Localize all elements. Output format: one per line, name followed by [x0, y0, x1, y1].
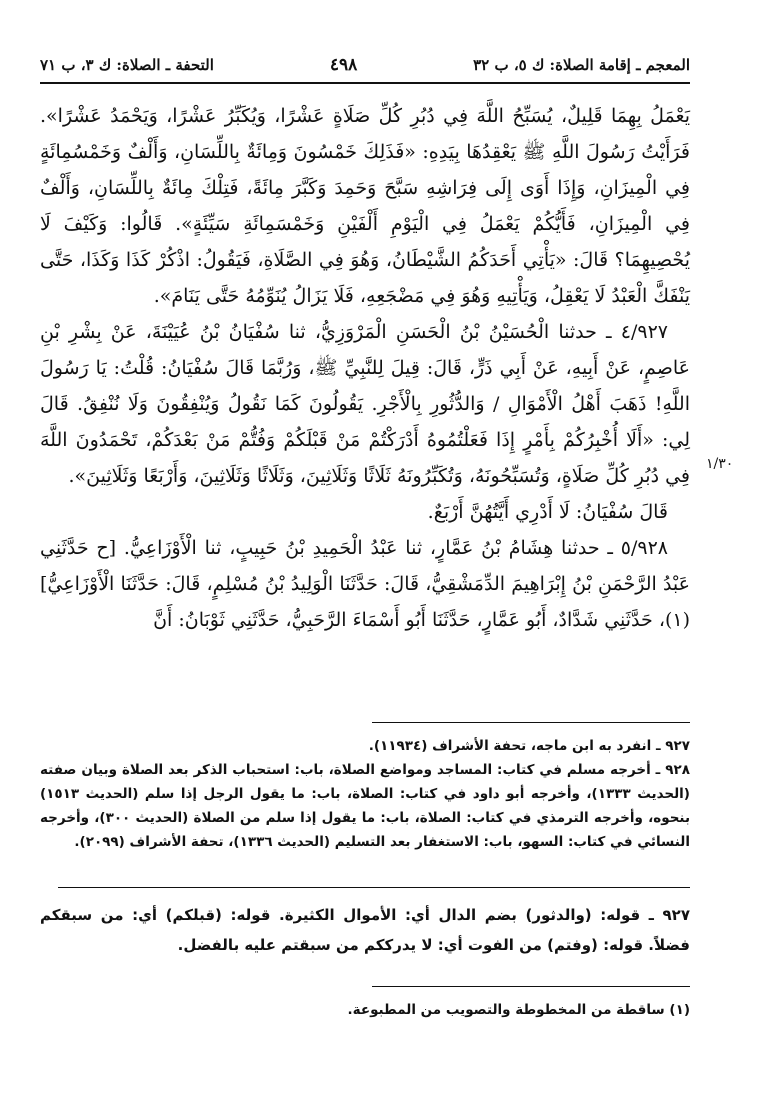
paragraph-hadith-928: ٥/٩٢٨ ـ حدثنا هِشَامُ بْنُ عَمَّارٍ، ثنا عَبْدُ الْحَمِيدِ بْنُ حَبِيبٍ، ثنا الْأَوْزَاعِيُّ. [ح حَدَّثَنِي عَبْدُ الرَّحْمَنِ بْنُ إِبْرَاهِيمَ الدِّمَشْقِيُّ، قَالَ: حَدَّثَنَا الْوَلِيدُ بْنُ مُسْلِمٍ، قَالَ: حَدَّثَنَا الْأَوْزَاعِيُّ](١)، حَدَّثَنِي شَدَّادٌ، أَبُو عَمَّارٍ، حَدَّثَنَا أَبُو أَسْمَاءَ الرَّحَبِيُّ، حَدَّثَنِي ثَوْبَانُ: أَنَّ	[40, 537, 690, 631]
footnote-separator	[372, 722, 690, 723]
header-rule	[40, 82, 690, 84]
header-left-reference: التحفة ـ الصلاة: ك ٣، ب ٧١	[40, 56, 214, 74]
paragraph-hadith-continuation: يَعْمَلُ بِهِمَا قَلِيلٌ، يُسَبِّحُ اللَّهَ فِي دُبُرِ كُلِّ صَلَاةٍ عَشْرًا، وَيُكَبِّرُ عَشْرًا، وَيَحْمَدُ عَشْرًا». فَرَأَيْتُ رَسُولَ اللَّهِ ﷺ يَعْقِدُهَا بِيَدِهِ: «فَذَلِكَ خَمْسُونَ وَمِائَةٌ بِاللِّسَانِ، وَأَلْفٌ وَخَمْسُمِائَةٍ فِي الْمِيزَانِ، وَإِذَا أَوَى إِلَى فِرَاشِهِ سَبَّحَ وَحَمِدَ وَكَبَّرَ مِائَةً، فَتِلْكَ مِائَةٌ بِاللِّسَانِ، وَأَلْفٌ فِي الْمِيزَانِ، فَأَيُّكُمْ يَعْمَلُ فِي الْيَوْمِ أَلْفَيْنِ وَخَمْسَمِائَةِ سَيِّئَةٍ». قَالُوا: وَكَيْفَ لَا يُحْصِيهِمَا؟ قَالَ: «يَأْتِي أَحَدَكُمُ الشَّيْطَانُ، وَهُوَ فِي الصَّلَاةِ، فَيَقُولُ: اذْكُرْ كَذَا وَكَذَا، حَتَّى يَنْفَكَّ الْعَبْدُ لَا يَعْقِلُ، وَيَأْتِيهِ وَهُوَ فِي مَضْجَعِهِ، فَلَا يَزَالُ يُنَوِّمُهُ حَتَّى يَنَامَ».	[40, 105, 690, 307]
commentary-separator	[58, 887, 690, 888]
paragraph-hadith-927: ٤/٩٢٧ ـ حدثنا الْحُسَيْنُ بْنُ الْحَسَنِ الْمَرْوَزِيُّ، ثنا سُفْيَانُ بْنُ عُيَيْنَةَ، عَنْ بِشْرِ بْنِ عَاصِمٍ، عَنْ أَبِيهِ، عَنْ أَبِي ذَرٍّ، قَالَ: قِيلَ لِلنَّبِيِّ ﷺ، وَرُبَّمَا قَالَ سُفْيَانُ: قُلْتُ: يَا رَسُولَ اللَّهِ! ذَهَبَ أَهْلُ الْأَمْوَالِ / وَالدُّثُورِ بِالْأَجْرِ. يَقُولُونَ كَمَا نَقُولُ وَيُنْفِقُونَ وَلَا نُنْفِقُ. قَالَ لِي: «أَلَا أُخْبِرُكُمْ بِأَمْرٍ إِذَا فَعَلْتُمُوهُ أَدْرَكْتُمْ مَنْ قَبْلَكُمْ وَفُتُّمْ مَنْ بَعْدَكُمْ، تَحْمَدُونَ اللَّهَ فِي دُبُرِ كُلِّ صَلَاةٍ، وَتُسَبِّحُونَهُ، وَتُكَبِّرُونَهُ ثَلَاثًا وَثَلَاثِينَ، وَثَلَاثًا وَثَلَاثِينَ، وَأَرْبَعًا وَثَلَاثِينَ».	[40, 321, 690, 487]
commentary-927: ٩٢٧ ـ قوله: (والدثور) بضم الدال أي: الأموال الكثيرة. قوله: (قبلكم) أي: من سبقكم فضلاً. قوله: (وفتم) من الفوت أي: لا يدرككم من سبقتم عليه بالفضل.	[40, 906, 690, 954]
main-text	[40, 98, 690, 638]
running-header	[40, 52, 690, 78]
footnote-928-source: ٩٢٨ ـ أخرجه مسلم في كتاب: المساجد ومواضع الصلاة، باب: استحباب الذكر بعد الصلاة وبيان صفته (الحديث ١٣٣٣)، وأخرجه أبو داود في كتاب: الصلاة، باب: ما يقول الرجل إذا سلم (الحديث ١٥١٣) بنحوه، وأخرجه الترمذي في كتاب: الصلاة، باب: ما يقول إذا سلم من الصلاة (الحديث ٣٠٠)، وأخرجه النسائي في كتاب: السهو، باب: الاستغفار بعد التسليم (الحديث ١٣٣٦)، تحفة الأشراف (٢٠٩٩).	[40, 762, 691, 850]
paragraph-sufyan-note: قَالَ سُفْيَانُ: لَا أَدْرِي أَيَّتُهُنَّ أَرْبَعٌ.	[427, 501, 668, 523]
header-right-reference: المعجم ـ إقامة الصلاة: ك ٥، ب ٣٢	[473, 56, 690, 74]
correction-note-1: (١) ساقطة من المخطوطة والتصويب من المطبوعة.	[347, 1002, 690, 1018]
page-number: ٤٩٨	[329, 55, 358, 75]
marginal-manuscript-ref: ١/٣٠	[706, 456, 734, 472]
footnotes-sources	[40, 734, 690, 854]
footnote-commentary	[40, 900, 690, 960]
footnote-927-source: ٩٢٧ ـ انفرد به ابن ماجه، تحفة الأشراف (١١٩٣٤).	[368, 738, 690, 754]
correction-separator	[372, 986, 690, 987]
footnote-correction	[40, 998, 690, 1022]
